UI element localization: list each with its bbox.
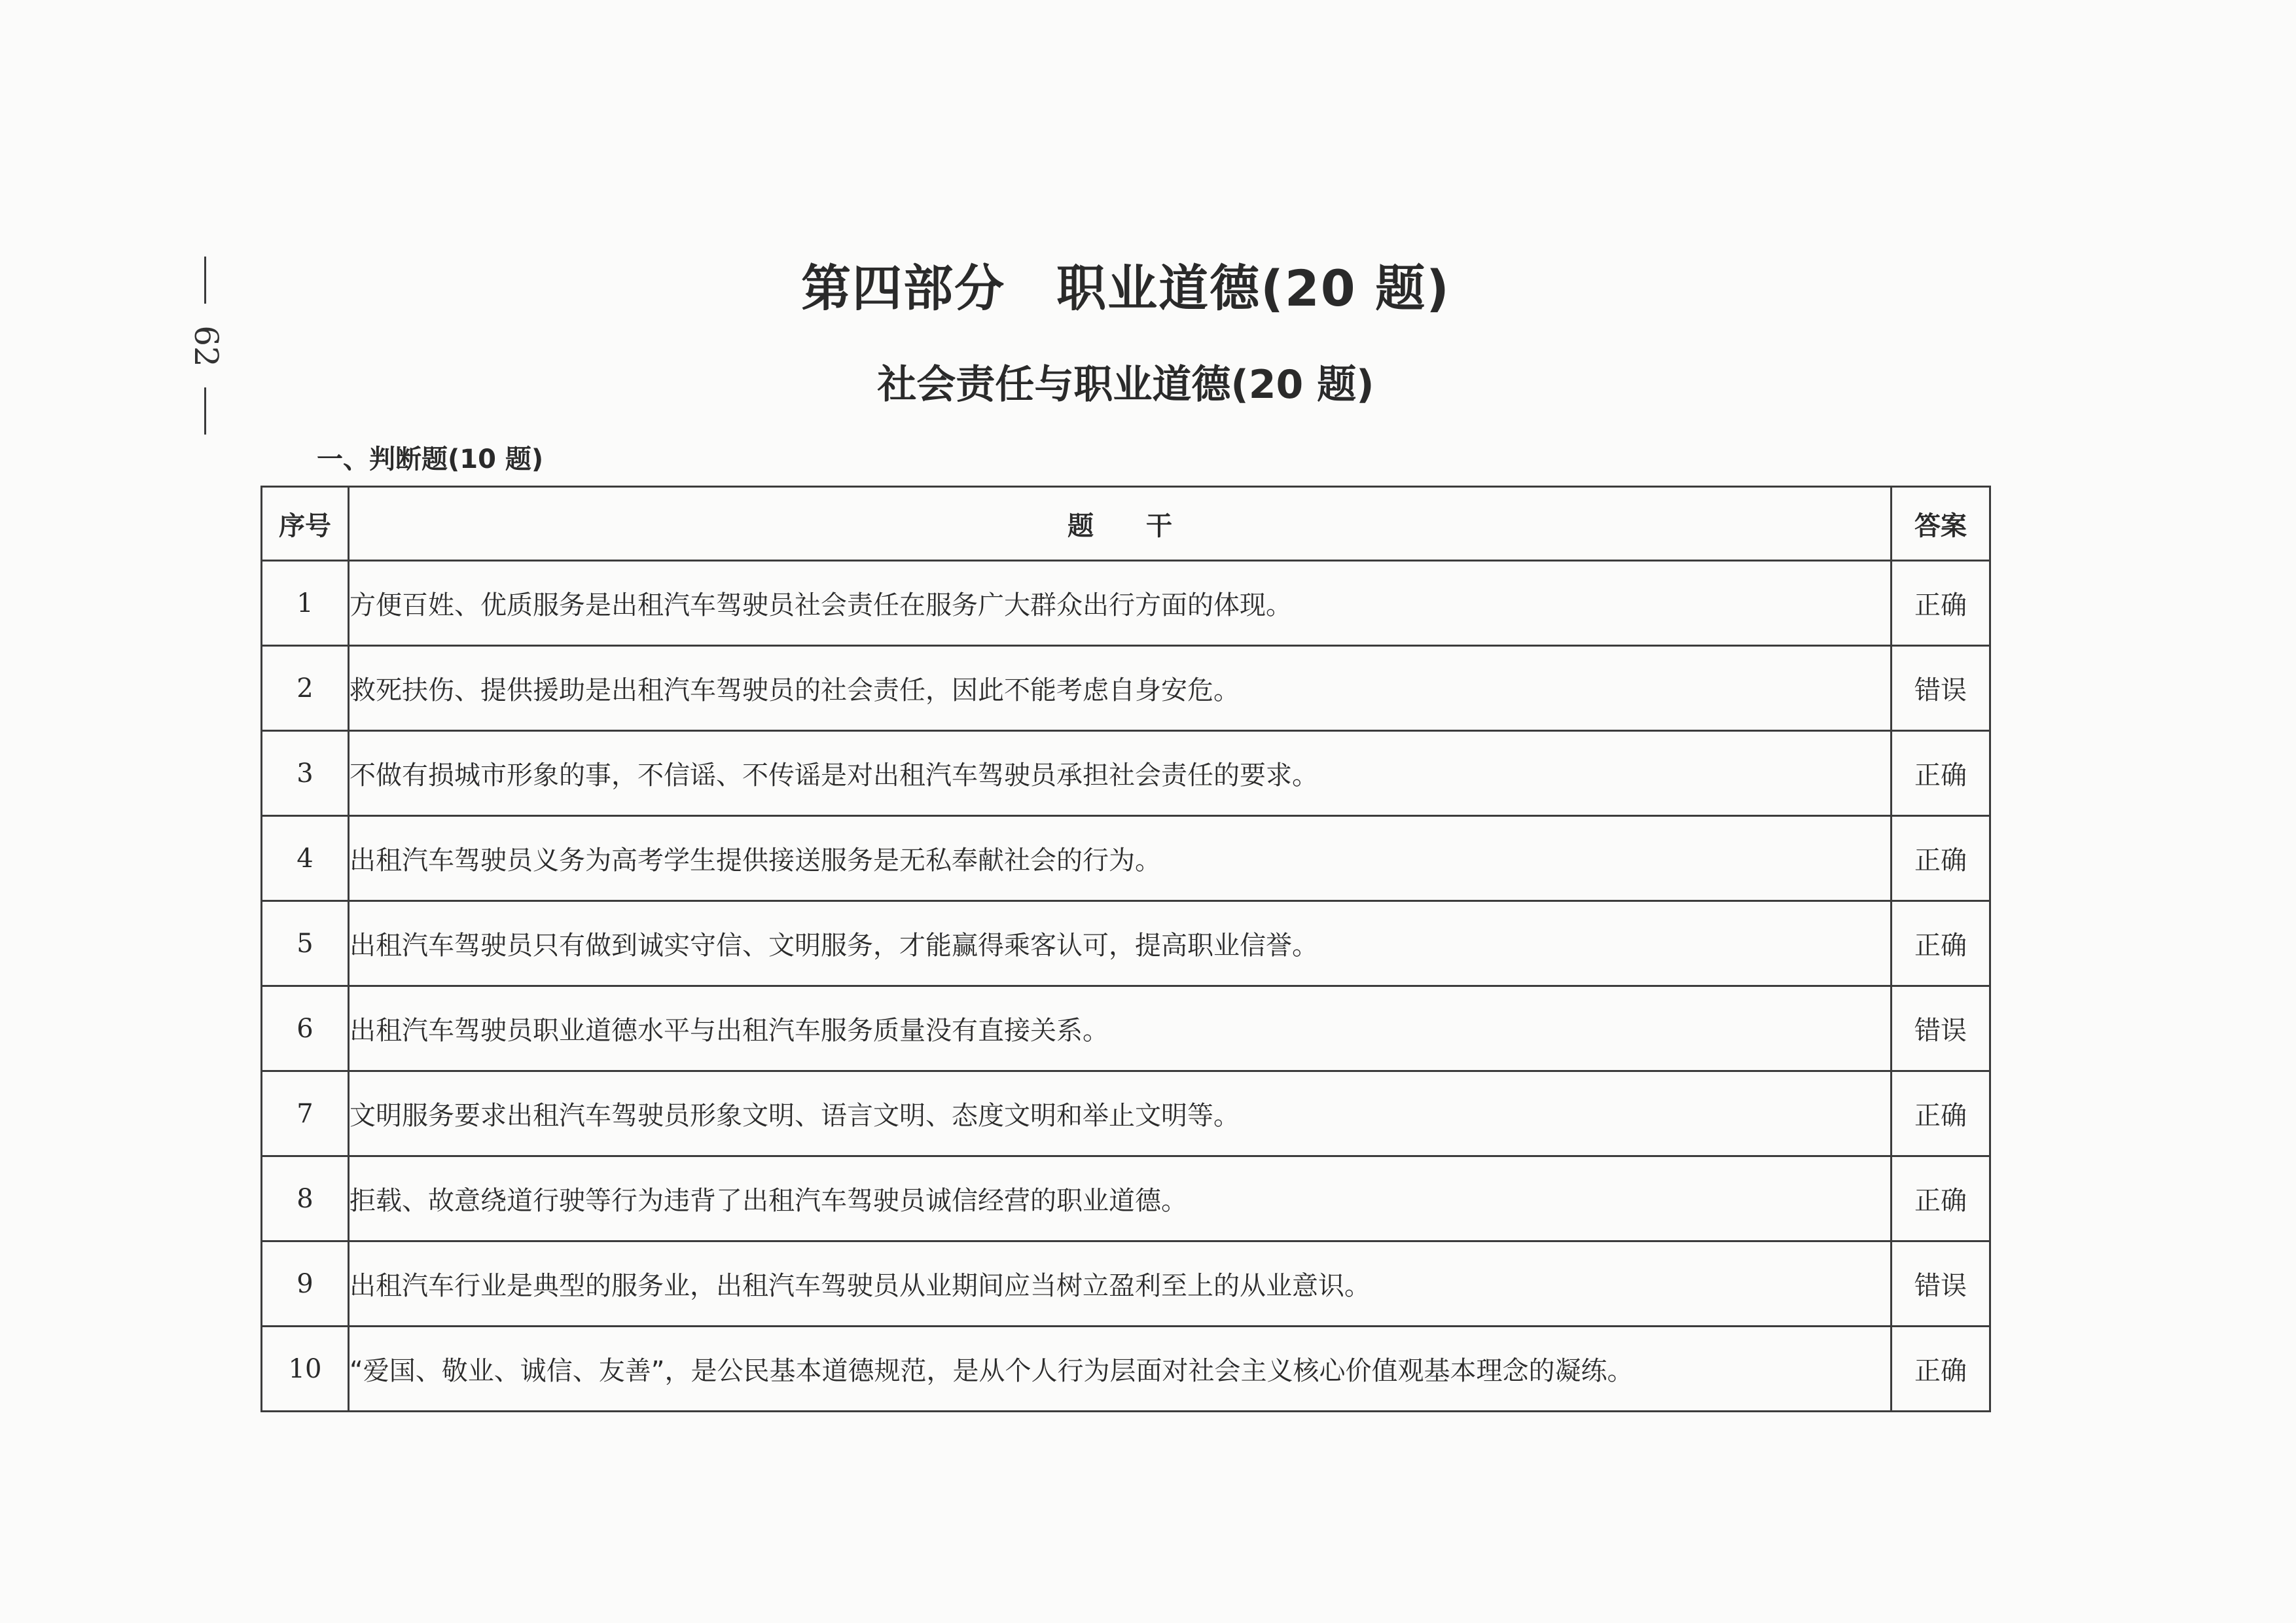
section-label: 一、判断题(10 题) bbox=[317, 444, 544, 474]
table-row bbox=[262, 1156, 1990, 1241]
row-answer: 错误 bbox=[1892, 1241, 1990, 1327]
table-row bbox=[262, 561, 1990, 646]
row-number: 10 bbox=[262, 1327, 349, 1412]
row-number: 9 bbox=[262, 1241, 349, 1327]
table-row bbox=[262, 816, 1990, 901]
page-subtitle: 社会责任与职业道德(20 题) bbox=[877, 362, 1374, 408]
question-table bbox=[260, 486, 1991, 1412]
row-question: 出租汽车驾驶员义务为高考学生提供接送服务是无私奉献社会的行为。 bbox=[349, 816, 1892, 901]
row-question: 方便百姓、优质服务是出租汽车驾驶员社会责任在服务广大群众出行方面的体现。 bbox=[349, 561, 1892, 646]
row-number: 3 bbox=[262, 731, 349, 816]
row-answer: 正确 bbox=[1892, 1327, 1990, 1412]
table-row bbox=[262, 901, 1990, 986]
row-number: 8 bbox=[262, 1156, 349, 1241]
row-question: 拒载、故意绕道行驶等行为违背了出租汽车驾驶员诚信经营的职业道德。 bbox=[349, 1156, 1892, 1241]
row-answer: 正确 bbox=[1892, 1156, 1990, 1241]
row-number: 6 bbox=[262, 986, 349, 1071]
table-row bbox=[262, 731, 1990, 816]
row-question: 不做有损城市形象的事，不信谣、不传谣是对出租汽车驾驶员承担社会责任的要求。 bbox=[349, 731, 1892, 816]
table-row bbox=[262, 1327, 1990, 1412]
row-question: 出租汽车驾驶员职业道德水平与出租汽车服务质量没有直接关系。 bbox=[349, 986, 1892, 1071]
table-row bbox=[262, 1241, 1990, 1327]
row-question: 救死扶伤、提供援助是出租汽车驾驶员的社会责任，因此不能考虑自身安危。 bbox=[349, 646, 1892, 731]
table-row bbox=[262, 986, 1990, 1071]
row-question: 出租汽车行业是典型的服务业，出租汽车驾驶员从业期间应当树立盈利至上的从业意识。 bbox=[349, 1241, 1892, 1327]
row-answer: 正确 bbox=[1892, 816, 1990, 901]
row-answer: 正确 bbox=[1892, 1071, 1990, 1156]
row-answer: 错误 bbox=[1892, 986, 1990, 1071]
row-answer: 错误 bbox=[1892, 646, 1990, 731]
row-number: 1 bbox=[262, 561, 349, 646]
table-header-row bbox=[262, 487, 1990, 561]
row-number: 5 bbox=[262, 901, 349, 986]
row-question: 文明服务要求出租汽车驾驶员形象文明、语言文明、态度文明和举止文明等。 bbox=[349, 1071, 1892, 1156]
page-number-text: 62 bbox=[187, 325, 225, 367]
header-no: 序号 bbox=[262, 487, 349, 561]
row-answer: 正确 bbox=[1892, 561, 1990, 646]
table-row bbox=[262, 646, 1990, 731]
row-number: 7 bbox=[262, 1071, 349, 1156]
row-answer: 正确 bbox=[1892, 731, 1990, 816]
header-answer: 答案 bbox=[1892, 487, 1990, 561]
header-question: 题 干 bbox=[349, 487, 1892, 561]
row-number: 4 bbox=[262, 816, 349, 901]
table-row bbox=[262, 1071, 1990, 1156]
page-title: 第四部分 职业道德(20 题) bbox=[801, 259, 1450, 317]
row-question: “爱国、敬业、诚信、友善”，是公民基本道德规范，是从个人行为层面对社会主义核心价值观基本理念的凝练。 bbox=[349, 1327, 1892, 1412]
row-answer: 正确 bbox=[1892, 901, 1990, 986]
row-question: 出租汽车驾驶员只有做到诚实守信、文明服务，才能赢得乘客认可，提高职业信誉。 bbox=[349, 901, 1892, 986]
row-number: 2 bbox=[262, 646, 349, 731]
